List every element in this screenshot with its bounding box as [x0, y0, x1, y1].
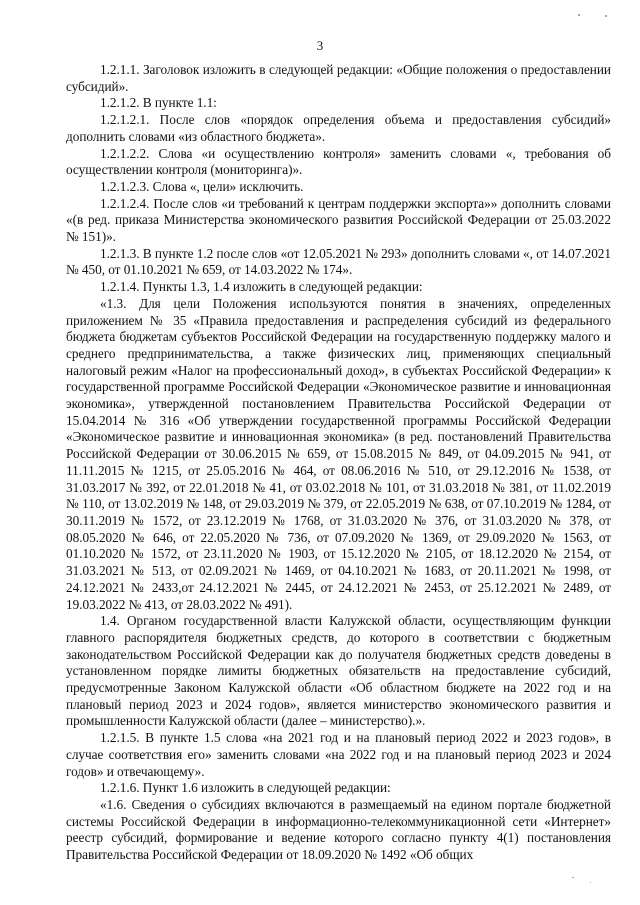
- paragraph-1-2-1-6: 1.2.1.6. Пункт 1.6 изложить в следующей редакции:: [100, 780, 391, 796]
- paragraph-clause-1-6: «1.6. Сведения о субсидиях включаются в размещаемый на едином портале бюджетной системы Российской Федерации в информационно-телекоммуникационной сети «Интернет» реестр субсидий, формирование и ведение которого согласно пункту 4(1) постановления Правительства Российской Федерации от 18.09.2020 № 1492 «Об общих: [66, 796, 611, 863]
- paragraph-1-2-1-2-4: 1.2.1.2.4. После слов «и требований к центрам поддержки экспорта»» дополнить словами «(в ред. приказа Министерства экономического развития Российской Федерации от 25.03.2022 № 151)».: [66, 195, 611, 245]
- paragraph-clause-1-4: 1.4. Органом государственной власти Калужской области, осуществляющим функции главного распорядителя бюджетных средств, до которого в соответствии с бюджетным законодательством Российской Федерации как до получателя бюджетных средств доведены в установленном порядке лимиты бюджетных обязательств на предоставление субсидий, предусмотренные Законом Калужской области «Об областном бюджете на 2022 год и на плановый период 2023 и 2024 годов», является министерство экономического развития и промышленности Калужской области (далее – министерство).».: [66, 613, 611, 729]
- document-body: [66, 62, 611, 864]
- paragraph-1-2-1-4: 1.2.1.4. Пункты 1.3, 1.4 изложить в следующей редакции:: [100, 279, 423, 295]
- paragraph-1-2-1-2-3: 1.2.1.2.3. Слова «, цели» исключить.: [100, 178, 304, 194]
- paragraph-clause-1-3: «1.3. Для цели Положения используются понятия в значениях, определенных приложением № 35 «Правила предоставления и распределения субсидий из федерального бюджета бюджетам субъектов Российской Федерации на государственную поддержку малого и среднего предпринимательства, а также физических лиц, применяющих специальный налоговый режим «Налог на профессиональный доход», в субъектах Российской Федерации» к государственной программе Российской Федерации «Экономическое развитие и инновационная экономика», утвержденной постановлением Правительства Российской Федерации от 15.04.2014 № 316 «Об утверждении государственной программы Российской Федерации «Экономическое развитие и инновационная экономика» (в ред. постановлений Правительства Российской Федерации от 30.06.2015 № 659, от 15.08.2015 № 849, от 04.09.2015 № 941, от 11.11.2015 № 1215, от 25.05.2016 № 464, от 08.06.2016 № 510, от 29.12.2016 № 1538, от 31.03.2017 № 392, от 22.01.2018 № 41, от 03.02.2018 № 101, от 31.03.2018 № 381, от 11.02.2019 № 110, от 13.02.2019 № 148, от 29.03.2019 № 379, от 22.05.2019 № 638, от 07.10.2019 № 1284, от 30.11.2019 № 1572, от 23.12.2019 № 1768, от 31.03.2020 № 376, от 31.03.2020 № 378, от 08.05.2020 № 646, от 22.05.2020 № 736, от 07.09.2020 № 1369, от 29.09.2020 № 1563, от 01.10.2020 № 1572, от 23.11.2020 № 1903, от 15.12.2020 № 2105, от 18.12.2020 № 2154, от 31.03.2021 № 513, от 02.09.2021 № 1469, от 04.10.2021 № 1683, от 20.11.2021 № 1998, от 24.12.2021 № 2433,от 24.12.2021 № 2445, от 24.12.2021 № 2453, от 25.12.2021 № 2489, от 19.03.2022 № 413, от 28.03.2022 № 491).: [66, 295, 611, 612]
- paragraph-1-2-1-2: 1.2.1.2. В пункте 1.1:: [100, 95, 217, 111]
- paragraph-1-2-1-1: 1.2.1.1. Заголовок изложить в следующей редакции: «Общие положения о предоставлении субсидий».: [66, 62, 611, 94]
- paragraph-1-2-1-2-2: 1.2.1.2.2. Слова «и осуществлению контроля» заменить словами «, требования об осуществлении контроля (мониторинга)».: [66, 145, 611, 178]
- scan-speck: [605, 15, 607, 17]
- paragraph-1-2-1-5: 1.2.1.5. В пункте 1.5 слова «на 2021 год и на плановый период 2022 и 2023 годов», в случае соответствия его» заменить словами «на 2022 год и на плановый период 2023 и 2024 годов» и отвечающему».: [66, 730, 611, 779]
- page-number: 3: [316, 38, 324, 53]
- paragraph-1-2-1-3: 1.2.1.3. В пункте 1.2 после слов «от 12.05.2021 № 293» дополнить словами «, от 14.07.2021 № 450, от 01.10.2021 № 659, от 14.03.2022 № 174».: [66, 245, 611, 278]
- scan-speck: [590, 882, 591, 883]
- scan-speck: [572, 877, 574, 878]
- paragraph-1-2-1-2-1: 1.2.1.2.1. После слов «порядок определения объема и предоставления субсидий» дополнить словами «из областного бюджета».: [66, 112, 611, 144]
- scan-speck: [578, 14, 580, 16]
